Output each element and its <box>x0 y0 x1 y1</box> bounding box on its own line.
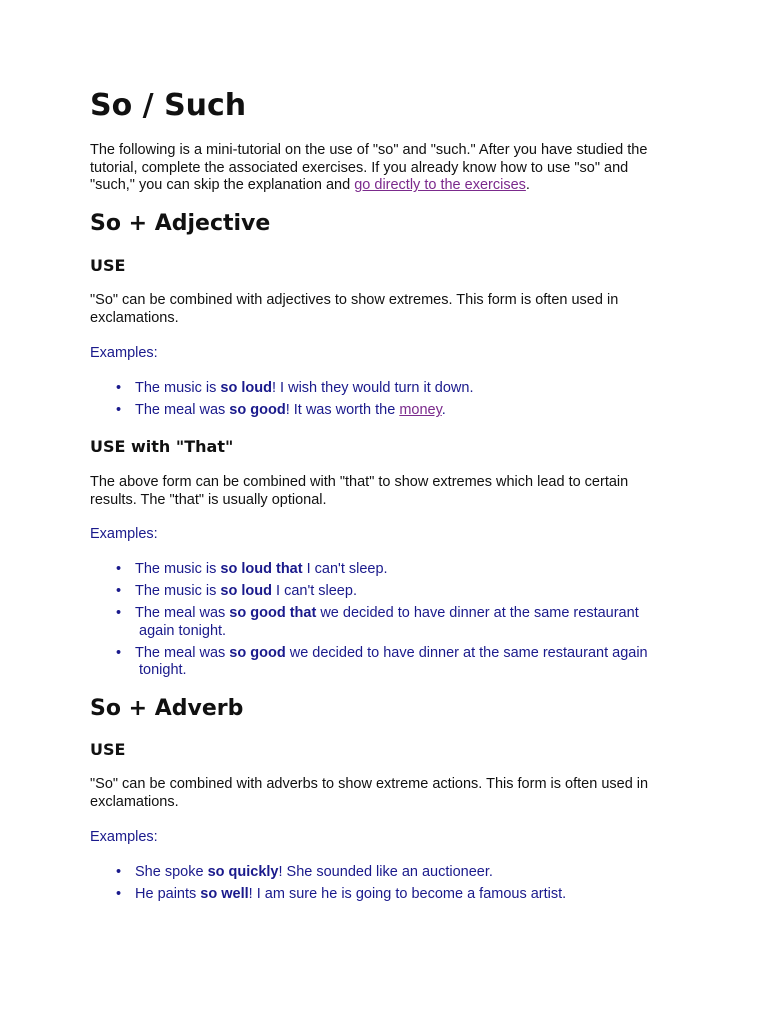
use-with-that-paragraph: The above form can be combined with "that" to show extremes which lead to certain results. The "that" is usually optional. <box>90 474 629 508</box>
use-with-that-heading: USE with "That" <box>90 437 234 456</box>
list-item: • The music is so loud I can't sleep. <box>90 583 680 600</box>
examples-list <box>90 380 680 424</box>
examples-label: Examples: <box>90 526 158 542</box>
page-title: So / Such <box>90 88 247 123</box>
section-heading-so-adjective: So + Adjective <box>90 211 271 236</box>
intro-line-3-end: . <box>525 177 530 194</box>
examples-label: Examples: <box>90 829 158 845</box>
use-heading: USE <box>90 256 126 275</box>
list-item: • The music is so loud! I wish they would turn it down. <box>90 380 680 397</box>
use-heading: USE <box>90 740 126 759</box>
list-item: • The music is so loud that I can't sleep. <box>90 561 680 578</box>
examples-list <box>90 561 680 685</box>
list-item: • The meal was so good we decided to have dinner at the same restaurant again tonight. <box>90 645 680 680</box>
list-item: • The meal was so good that we decided to have dinner at the same restaurant again tonight. <box>90 605 680 640</box>
list-item: • He paints so well! I am sure he is going to become a famous artist. <box>90 886 680 903</box>
intro-line-3: "such," you can skip the explanation and <box>90 177 355 194</box>
money-link[interactable]: money <box>399 402 442 419</box>
examples-label: Examples: <box>90 345 158 361</box>
examples-list <box>90 864 680 908</box>
intro-line-1: The following is a mini-tutorial on the use of "so" and "such." After you have studied the <box>90 142 648 158</box>
use-paragraph: "So" can be combined with adjectives to show extremes. This form is often used in exclamations. <box>90 292 619 326</box>
list-item: • The meal was so good! It was worth the money. <box>90 402 680 419</box>
exercises-link[interactable]: go directly to the exercises <box>354 177 526 194</box>
use-paragraph: "So" can be combined with adverbs to show extreme actions. This form is often used in exclamations. <box>90 776 649 810</box>
section-heading-so-adverb: So + Adverb <box>90 696 244 721</box>
intro-line-2: tutorial, complete the associated exercises. If you already know how to use "so" and <box>90 159 629 176</box>
list-item: • She spoke so quickly! She sounded like an auctioneer. <box>90 864 680 881</box>
intro-paragraph <box>90 142 680 195</box>
